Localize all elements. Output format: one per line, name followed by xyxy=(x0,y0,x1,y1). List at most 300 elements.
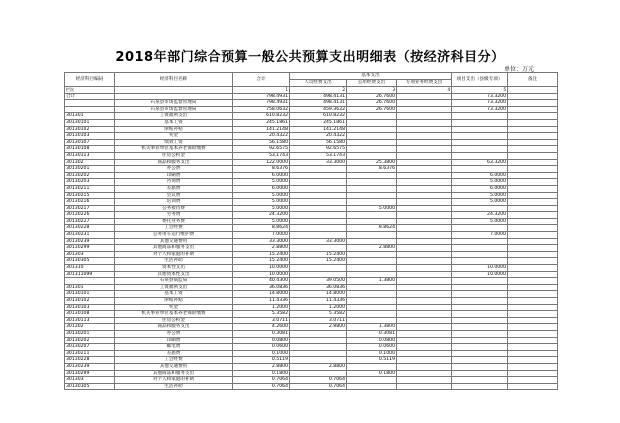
name-cell: 对个人和家庭的补助 xyxy=(115,251,233,258)
name-cell: 会议费 xyxy=(115,192,233,199)
value-cell xyxy=(508,357,558,364)
value-cell xyxy=(397,139,452,146)
value-cell: 25.3800 xyxy=(347,159,397,166)
code-cell: 30130101 xyxy=(65,291,115,298)
value-cell: 2.8800 xyxy=(233,245,290,252)
value-cell xyxy=(397,212,452,219)
index-cell: 栏次 xyxy=(65,87,115,94)
name-cell: 商品和服务支出 xyxy=(115,159,233,166)
value-cell: 1.2000 xyxy=(290,304,347,311)
value-cell xyxy=(452,317,508,324)
expenditure-table xyxy=(64,72,558,390)
value-cell xyxy=(347,363,397,370)
value-cell xyxy=(397,199,452,206)
value-cell xyxy=(452,383,508,390)
code-cell: 301311099 xyxy=(65,271,115,278)
code-cell xyxy=(65,106,115,113)
value-cell xyxy=(508,152,558,159)
value-cell: 6.0000 xyxy=(233,172,290,179)
value-cell xyxy=(397,238,452,245)
index-row xyxy=(65,87,558,94)
name-cell: 办公费 xyxy=(115,330,233,337)
value-cell xyxy=(508,298,558,305)
code-cell: 30130299 xyxy=(65,370,115,377)
value-cell: 141.2148 xyxy=(290,126,347,133)
name-cell: 培训费 xyxy=(115,199,233,206)
table-row xyxy=(65,225,558,232)
value-cell xyxy=(290,245,347,252)
value-cell xyxy=(397,278,452,285)
value-cell: 498.4131 xyxy=(290,93,347,100)
value-cell xyxy=(508,133,558,140)
value-cell xyxy=(290,357,347,364)
name-cell: 其他交通费用 xyxy=(115,238,233,245)
table-row xyxy=(65,100,558,107)
value-cell: 5.0000 xyxy=(233,205,290,212)
value-cell xyxy=(290,350,347,357)
value-cell xyxy=(347,291,397,298)
code-cell: 30130231 xyxy=(65,232,115,239)
table-row xyxy=(65,113,558,120)
table-row xyxy=(65,258,558,265)
value-cell: 56.1580 xyxy=(233,139,290,146)
table-row xyxy=(65,106,558,113)
value-cell: 5.0000 xyxy=(452,179,508,186)
value-cell xyxy=(508,265,558,272)
value-cell xyxy=(397,172,452,179)
code-cell: 30130215 xyxy=(65,192,115,199)
value-cell: 10.0000 xyxy=(452,271,508,278)
name-cell: 委托业务费 xyxy=(115,218,233,225)
value-cell: 798.4931 xyxy=(233,93,290,100)
code-cell: 30130201 xyxy=(65,330,115,337)
value-cell: 141.2148 xyxy=(233,126,290,133)
value-cell: 0.0800 xyxy=(233,337,290,344)
name-cell: 其他交通费用 xyxy=(115,363,233,370)
code-cell: 30130217 xyxy=(65,205,115,212)
code-cell: 30130216 xyxy=(65,199,115,206)
value-cell xyxy=(397,337,452,344)
code-cell: 合计 xyxy=(65,93,115,100)
value-cell: 0.3081 xyxy=(347,330,397,337)
value-cell xyxy=(397,179,452,186)
table-row xyxy=(65,324,558,331)
index-cell: 2 xyxy=(290,87,347,94)
header-special: 专项业务经费支出 xyxy=(397,80,452,87)
name-cell: 基本工资 xyxy=(115,291,233,298)
index-cell: 3 xyxy=(347,87,397,94)
header-total: 合计 xyxy=(233,73,290,87)
value-cell xyxy=(508,330,558,337)
value-cell: 2.8800 xyxy=(233,363,290,370)
value-cell xyxy=(397,100,452,107)
code-cell: 30130113 xyxy=(65,317,115,324)
value-cell xyxy=(452,298,508,305)
value-cell xyxy=(397,350,452,357)
value-cell xyxy=(347,185,397,192)
code-cell xyxy=(65,278,115,285)
value-cell xyxy=(508,317,558,324)
value-cell: 758.0632 xyxy=(233,106,290,113)
value-cell xyxy=(347,218,397,225)
code-cell: 30130228 xyxy=(65,225,115,232)
value-cell: 0.5119 xyxy=(233,357,290,364)
value-cell: 8.6376 xyxy=(233,166,290,173)
value-cell xyxy=(452,377,508,384)
value-cell: 15.2400 xyxy=(233,258,290,265)
name-cell: 石泉县市场监督管理局 xyxy=(115,100,233,107)
value-cell xyxy=(397,159,452,166)
value-cell xyxy=(347,317,397,324)
value-cell xyxy=(508,212,558,219)
value-cell xyxy=(290,330,347,337)
value-cell: 610.8232 xyxy=(290,113,347,120)
name-cell: 工资福利支出 xyxy=(115,113,233,120)
name-cell: 生活补助 xyxy=(115,258,233,265)
code-cell: 30130203 xyxy=(65,179,115,186)
index-cell xyxy=(115,87,233,94)
value-cell xyxy=(290,179,347,186)
value-cell xyxy=(508,146,558,153)
table-row xyxy=(65,304,558,311)
name-cell: 住房公积金 xyxy=(115,152,233,159)
value-cell xyxy=(290,212,347,219)
value-cell xyxy=(508,159,558,166)
name-cell: 津贴补贴 xyxy=(115,126,233,133)
header-name: 经济科目名称 xyxy=(115,73,233,87)
value-cell xyxy=(508,225,558,232)
value-cell xyxy=(508,172,558,179)
value-cell: 24.3200 xyxy=(233,212,290,219)
value-cell xyxy=(508,232,558,239)
code-cell: 30130227 xyxy=(65,218,115,225)
value-cell xyxy=(452,238,508,245)
value-cell: 798.4931 xyxy=(233,100,290,107)
value-cell xyxy=(508,119,558,126)
code-cell: 30130113 xyxy=(65,152,115,159)
value-cell: 7.0000 xyxy=(233,232,290,239)
value-cell: 15.2400 xyxy=(233,251,290,258)
value-cell xyxy=(397,344,452,351)
code-cell xyxy=(65,100,115,107)
value-cell xyxy=(397,245,452,252)
value-cell: 5.3582 xyxy=(233,311,290,318)
value-cell: 5.0000 xyxy=(233,218,290,225)
name-cell: 咨询费 xyxy=(115,179,233,186)
code-cell: 30130228 xyxy=(65,357,115,364)
value-cell xyxy=(397,357,452,364)
value-cell: 7.0000 xyxy=(452,232,508,239)
value-cell: 36.0836 xyxy=(233,284,290,291)
header-row-1 xyxy=(65,73,558,80)
value-cell: 0.1000 xyxy=(233,350,290,357)
value-cell: 53.1743 xyxy=(233,152,290,159)
code-cell: 30130239 xyxy=(65,238,115,245)
code-cell: 30130299 xyxy=(65,245,115,252)
value-cell: 20.4322 xyxy=(290,133,347,140)
value-cell xyxy=(397,166,452,173)
page-title: 2018年部门综合预算一般公共预算支出明细表（按经济科目分） xyxy=(115,50,505,65)
value-cell xyxy=(290,232,347,239)
table-row xyxy=(65,278,558,285)
value-cell xyxy=(347,172,397,179)
value-cell xyxy=(397,377,452,384)
value-cell xyxy=(397,251,452,258)
value-cell xyxy=(452,350,508,357)
value-cell: 2.8800 xyxy=(290,363,347,370)
table-row xyxy=(65,179,558,186)
name-cell: 基本工资 xyxy=(115,119,233,126)
header-capital: 项目支出（县级专项） xyxy=(452,73,508,87)
value-cell xyxy=(347,251,397,258)
value-cell: 245.1861 xyxy=(290,119,347,126)
table-row xyxy=(65,265,558,272)
value-cell xyxy=(290,218,347,225)
table-row xyxy=(65,363,558,370)
table-row xyxy=(65,251,558,258)
table-row xyxy=(65,271,558,278)
code-cell: 30130103 xyxy=(65,304,115,311)
name-cell: 劳务费 xyxy=(115,212,233,219)
value-cell: 39.0500 xyxy=(290,278,347,285)
value-cell: 10.0000 xyxy=(452,265,508,272)
name-cell: 公务接待费 xyxy=(115,205,233,212)
value-cell xyxy=(452,205,508,212)
value-cell xyxy=(397,311,452,318)
value-cell xyxy=(452,119,508,126)
name-cell: 办公费 xyxy=(115,166,233,173)
value-cell xyxy=(347,139,397,146)
value-cell xyxy=(452,284,508,291)
name-cell: 对个人和家庭的补助 xyxy=(115,377,233,384)
value-cell xyxy=(347,232,397,239)
value-cell xyxy=(397,291,452,298)
value-cell: 11.4336 xyxy=(290,298,347,305)
value-cell xyxy=(397,370,452,377)
name-cell: 机关事业单位基本养老保险缴费 xyxy=(115,146,233,153)
value-cell xyxy=(397,304,452,311)
value-cell: 33.3000 xyxy=(233,238,290,245)
value-cell xyxy=(508,370,558,377)
table-row xyxy=(65,298,558,305)
value-cell xyxy=(347,113,397,120)
value-cell xyxy=(347,179,397,186)
name-cell: 绩效工资 xyxy=(115,139,233,146)
value-cell xyxy=(508,344,558,351)
value-cell: 5.0000 xyxy=(233,199,290,206)
header-code: 经济科目编码 xyxy=(65,73,115,87)
value-cell: 0.1800 xyxy=(347,370,397,377)
value-cell: 10.0000 xyxy=(233,265,290,272)
value-cell xyxy=(347,119,397,126)
value-cell xyxy=(397,265,452,272)
value-cell xyxy=(347,298,397,305)
name-cell: 奖金 xyxy=(115,304,233,311)
table-row xyxy=(65,284,558,291)
value-cell xyxy=(397,232,452,239)
code-cell: 301303 xyxy=(65,251,115,258)
value-cell: 0.1800 xyxy=(233,370,290,377)
value-cell xyxy=(397,106,452,113)
code-cell: 30130202 xyxy=(65,172,115,179)
value-cell: 0.7064 xyxy=(290,377,347,384)
value-cell xyxy=(347,304,397,311)
value-cell xyxy=(397,192,452,199)
table-row xyxy=(65,139,558,146)
code-cell: 30130239 xyxy=(65,363,115,370)
value-cell xyxy=(508,113,558,120)
value-cell: 122.0000 xyxy=(233,159,290,166)
value-cell: 26.7600 xyxy=(347,106,397,113)
value-cell xyxy=(508,126,558,133)
name-cell: 印刷费 xyxy=(115,337,233,344)
value-cell: 0.7064 xyxy=(233,383,290,390)
table-row xyxy=(65,93,558,100)
value-cell: 1.3800 xyxy=(347,324,397,331)
value-cell xyxy=(452,126,508,133)
value-cell xyxy=(347,271,397,278)
value-cell: 2.8800 xyxy=(347,245,397,252)
code-cell: 30130305 xyxy=(65,258,115,265)
value-cell xyxy=(508,100,558,107)
value-cell xyxy=(397,218,452,225)
name-cell: 生活补助 xyxy=(115,383,233,390)
value-cell: 53.1743 xyxy=(290,152,347,159)
value-cell: 15.2400 xyxy=(290,258,347,265)
value-cell xyxy=(508,350,558,357)
table-row xyxy=(65,317,558,324)
value-cell: 245.1861 xyxy=(233,119,290,126)
value-cell: 3.0711 xyxy=(233,317,290,324)
table-row xyxy=(65,377,558,384)
name-cell: 其他商品和服务支出 xyxy=(115,245,233,252)
table-row xyxy=(65,357,558,364)
table-row xyxy=(65,133,558,140)
table-row xyxy=(65,311,558,318)
value-cell: 15.2400 xyxy=(290,251,347,258)
value-cell xyxy=(397,126,452,133)
value-cell xyxy=(397,284,452,291)
table-row xyxy=(65,350,558,357)
value-cell xyxy=(508,218,558,225)
table-row xyxy=(65,119,558,126)
value-cell xyxy=(508,311,558,318)
value-cell: 26.7600 xyxy=(347,93,397,100)
value-cell: 92.6575 xyxy=(290,146,347,153)
table-row xyxy=(65,337,558,344)
table-row xyxy=(65,185,558,192)
table-row xyxy=(65,126,558,133)
value-cell xyxy=(508,304,558,311)
value-cell xyxy=(508,284,558,291)
name-cell: 工资福利支出 xyxy=(115,284,233,291)
value-cell xyxy=(290,370,347,377)
value-cell xyxy=(397,298,452,305)
code-cell: 301302 xyxy=(65,324,115,331)
value-cell: 73.3200 xyxy=(452,100,508,107)
table-row xyxy=(65,205,558,212)
value-cell: 40.4300 xyxy=(233,278,290,285)
code-cell: 30130101 xyxy=(65,119,115,126)
value-cell: 5.0000 xyxy=(233,179,290,186)
value-cell xyxy=(397,133,452,140)
value-cell: 63.3200 xyxy=(452,159,508,166)
index-cell: 1 xyxy=(233,87,290,94)
value-cell xyxy=(452,152,508,159)
value-cell: 73.3200 xyxy=(452,106,508,113)
value-cell xyxy=(397,152,452,159)
value-cell xyxy=(397,205,452,212)
code-cell: 30130207 xyxy=(65,344,115,351)
value-cell: 36.0836 xyxy=(290,284,347,291)
name-cell: 工会经费 xyxy=(115,357,233,364)
table-row xyxy=(65,370,558,377)
value-cell: 0.7064 xyxy=(233,377,290,384)
value-cell: 11.4336 xyxy=(233,298,290,305)
value-cell xyxy=(508,245,558,252)
value-cell xyxy=(508,139,558,146)
value-cell: 5.0000 xyxy=(347,205,397,212)
value-cell xyxy=(452,225,508,232)
value-cell xyxy=(452,370,508,377)
value-cell: 14.8000 xyxy=(290,291,347,298)
value-cell: 20.4322 xyxy=(233,133,290,140)
table-row xyxy=(65,159,558,166)
value-cell xyxy=(452,278,508,285)
value-cell xyxy=(452,258,508,265)
value-cell xyxy=(397,119,452,126)
index-cell xyxy=(508,87,558,94)
value-cell xyxy=(290,337,347,344)
name-cell xyxy=(115,93,233,100)
value-cell: 14.8000 xyxy=(233,291,290,298)
value-cell: 5.3582 xyxy=(290,311,347,318)
table-row xyxy=(65,146,558,153)
code-cell: 30130108 xyxy=(65,146,115,153)
unit-label: 单位：万元 xyxy=(503,66,534,73)
code-cell: 301301 xyxy=(65,284,115,291)
value-cell xyxy=(452,311,508,318)
value-cell xyxy=(290,271,347,278)
value-cell xyxy=(290,192,347,199)
code-cell: 30130102 xyxy=(65,298,115,305)
value-cell xyxy=(508,185,558,192)
value-cell xyxy=(452,357,508,364)
table-row xyxy=(65,232,558,239)
value-cell xyxy=(397,317,452,324)
value-cell xyxy=(290,205,347,212)
value-cell xyxy=(397,93,452,100)
value-cell xyxy=(290,172,347,179)
value-cell xyxy=(508,205,558,212)
value-cell: 6.0000 xyxy=(452,185,508,192)
code-cell: 301310 xyxy=(65,265,115,272)
value-cell: 0.0600 xyxy=(347,344,397,351)
value-cell: 8.8624 xyxy=(347,225,397,232)
value-cell: 4.2600 xyxy=(233,324,290,331)
code-cell: 30130103 xyxy=(65,133,115,140)
code-cell: 30130107 xyxy=(65,139,115,146)
code-cell: 30130201 xyxy=(65,166,115,173)
value-cell: 56.1580 xyxy=(290,139,347,146)
table-row xyxy=(65,344,558,351)
name-cell: 其他资本性支出 xyxy=(115,271,233,278)
table-row xyxy=(65,199,558,206)
value-cell xyxy=(347,383,397,390)
name-cell: 石泉县质监局 xyxy=(115,278,233,285)
value-cell: 1.3800 xyxy=(347,278,397,285)
header-remark: 备注 xyxy=(508,73,558,87)
